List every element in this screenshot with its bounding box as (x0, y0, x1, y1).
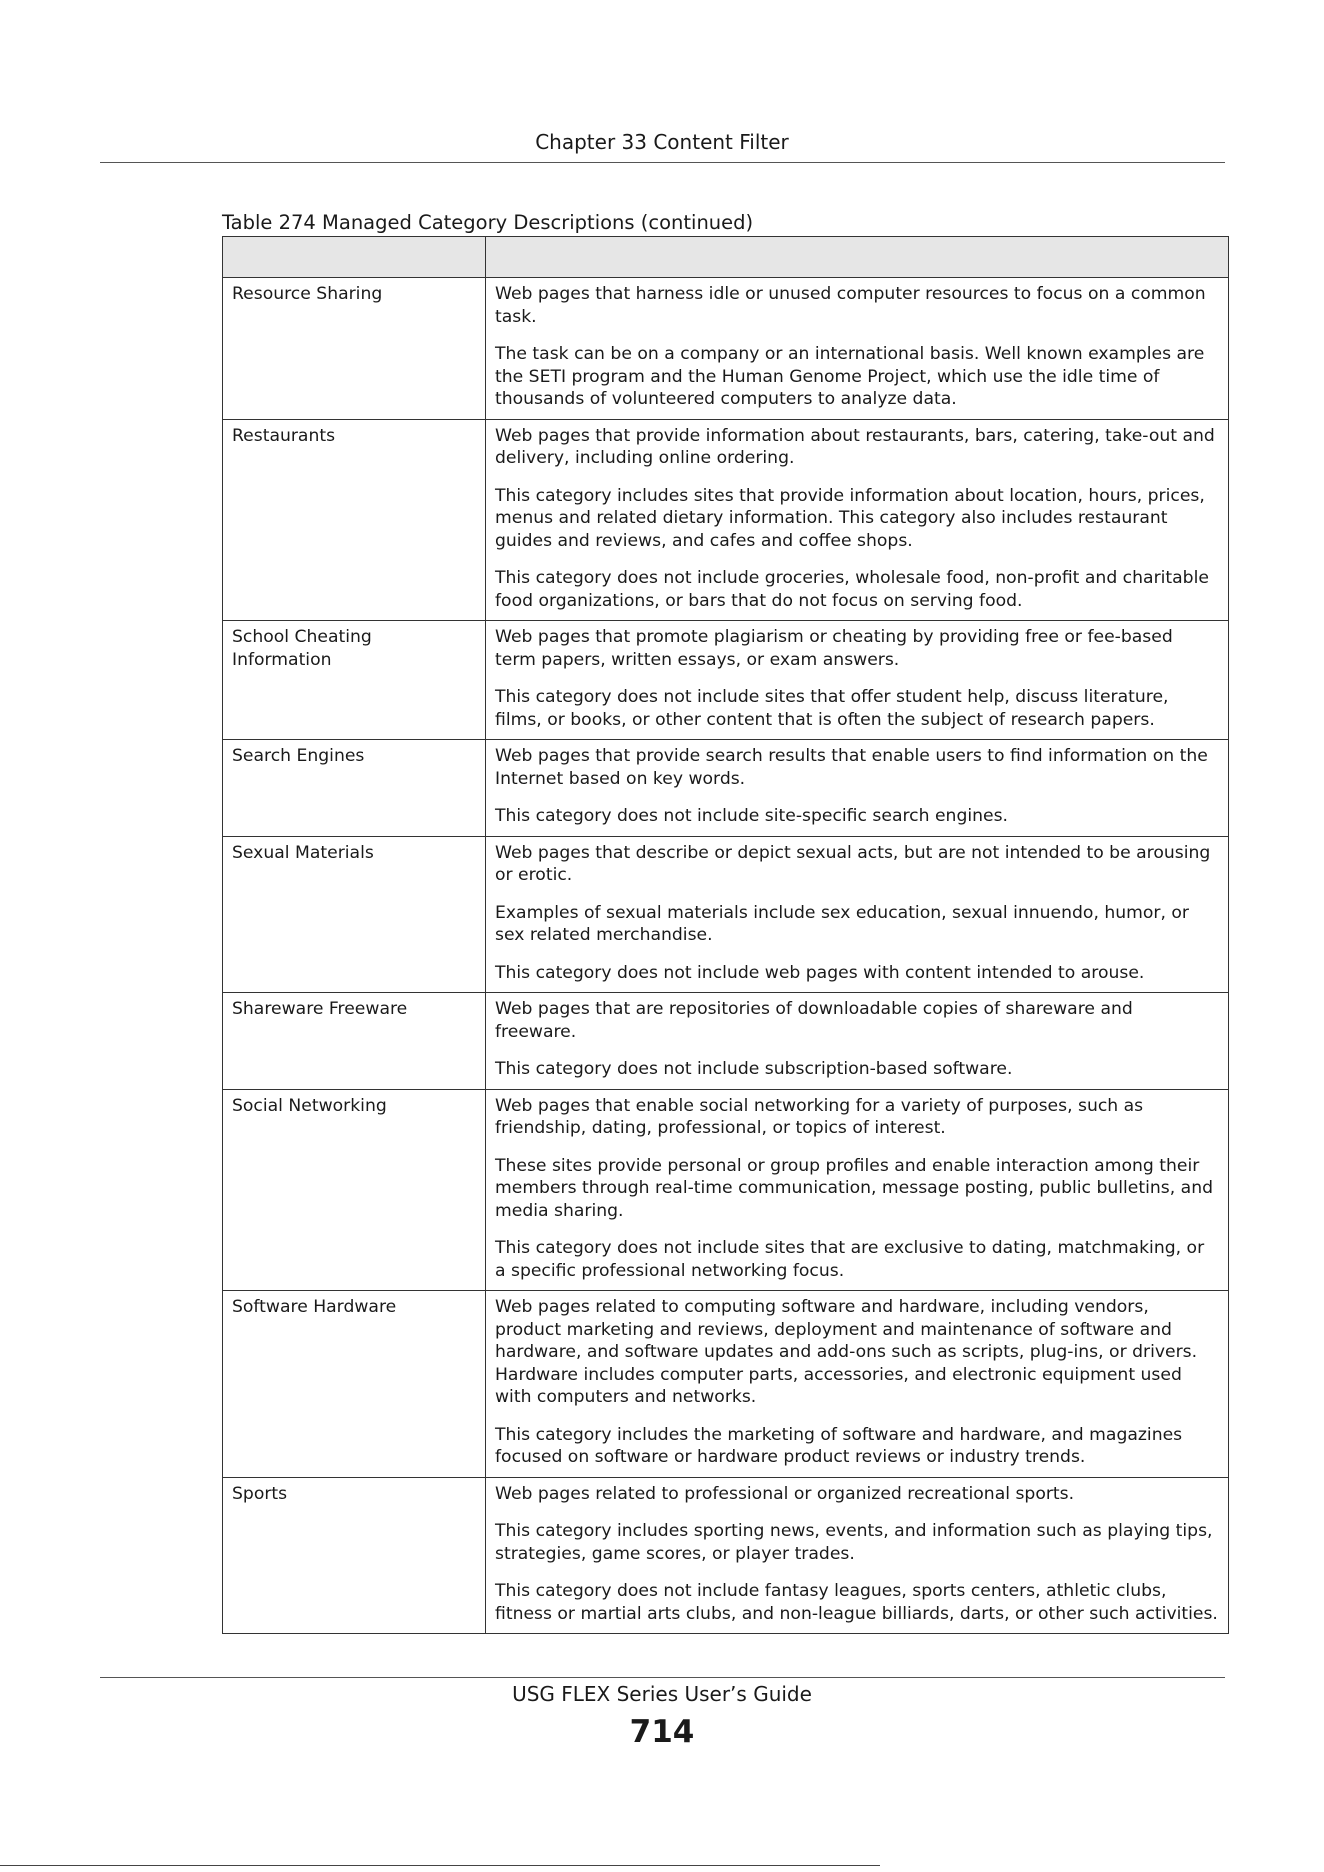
category-description-cell (486, 621, 1229, 740)
table-row (223, 419, 1229, 621)
description-paragraph: This category includes sporting news, events, and information such as playing tips, strategies, game scores, or player trades. (495, 1521, 1213, 1564)
description-paragraph: This category does not include subscription-based software. (495, 1059, 1013, 1079)
description-paragraph: Web pages that promote plagiarism or cheating by providing free or fee-based term papers, written essays, or exam answers. (495, 627, 1173, 670)
category-description-cell (486, 993, 1229, 1090)
table-row (223, 836, 1229, 993)
table-row (223, 278, 1229, 420)
description-paragraph: This category does not include sites that offer student help, discuss literature, films, or books, or other content that is often the subject of research papers. (495, 687, 1169, 730)
category-name-cell: Sexual Materials (223, 836, 486, 993)
category-name-cell: Social Networking (223, 1089, 486, 1291)
table-caption: Table 274 Managed Category Descriptions (continued) (222, 211, 754, 234)
category-description-cell (486, 1477, 1229, 1634)
table-row (223, 1291, 1229, 1478)
table-row (223, 993, 1229, 1090)
category-table (222, 236, 1229, 1634)
footer-divider (100, 1677, 1225, 1678)
description-paragraph: Web pages that are repositories of downloadable copies of shareware and freeware. (495, 999, 1133, 1042)
category-description-cell (486, 419, 1229, 621)
chapter-header: Chapter 33 Content Filter (535, 130, 789, 154)
category-name-cell: Search Engines (223, 740, 486, 837)
column-header-category (223, 237, 486, 278)
category-name-cell: Sports (223, 1477, 486, 1634)
category-description-cell (486, 1089, 1229, 1291)
category-description-cell (486, 836, 1229, 993)
description-paragraph: This category does not include web pages with content intended to arouse. (495, 962, 1145, 983)
category-name-cell: Software Hardware (223, 1291, 486, 1478)
table-row (223, 621, 1229, 740)
description-paragraph: Examples of sexual materials include sex education, sexual innuendo, humor, or sex related merchandise. (495, 902, 1189, 945)
category-description-cell (486, 1291, 1229, 1478)
table-row (223, 740, 1229, 837)
category-name-cell: Shareware Freeware (223, 993, 486, 1090)
description-paragraph: Web pages that harness idle or unused computer resources to focus on a common task. (495, 284, 1206, 327)
description-paragraph: Web pages that describe or depict sexual acts, but are not intended to be arousing or erotic. (495, 842, 1211, 885)
page-number: 714 (629, 1714, 695, 1750)
description-paragraph: Web pages that provide search results that enable users to find information on the Internet based on key words. (495, 746, 1208, 789)
header-divider (100, 162, 1225, 163)
description-paragraph: This category does not include fantasy leagues, sports centers, athletic clubs, fitness or martial arts clubs, and non-league billiards, darts, or other such activities. (495, 1581, 1218, 1624)
category-name-cell: School Cheating Information (223, 621, 486, 740)
table-row (223, 1477, 1229, 1634)
category-name-cell: Restaurants (223, 419, 486, 621)
guide-title: USG FLEX Series User’s Guide (512, 1682, 812, 1706)
description-paragraph: This category includes sites that provide information about location, hours, prices, menus and related dietary information. This category also includes restaurant guides and reviews, and cafes and coffee shops. (495, 485, 1205, 551)
description-paragraph: This category includes the marketing of software and hardware, and magazines focused on software or hardware product reviews or industry trends. (495, 1424, 1183, 1467)
description-paragraph: These sites provide personal or group profiles and enable interaction among their members through real-time communication, message posting, public bulletins, and media sharing. (495, 1155, 1213, 1221)
description-paragraph: Web pages related to computing software and hardware, including vendors, product marketing and reviews, deployment and maintenance of software and hardware, and software updates and add-ons such as scripts, plug-ins, or drivers. Hardware includes computer parts, accessories, and electronic equipment used with computers and networks. (495, 1297, 1198, 1407)
description-paragraph: This category does not include site-specific search engines. (495, 806, 1009, 826)
description-paragraph: Web pages that provide information about restaurants, bars, catering, take-out and delivery, including online ordering. (495, 425, 1215, 468)
category-description-cell (486, 740, 1229, 837)
category-name-cell: Resource Sharing (223, 278, 486, 420)
table-body (223, 278, 1229, 1634)
column-header-description (486, 237, 1229, 278)
category-description-cell (486, 278, 1229, 420)
category-table-container (222, 236, 1228, 1634)
description-paragraph: The task can be on a company or an international basis. Well known examples are the SETI program and the Human Genome Project, which use the idle time of thousands of volunteered computers to analyze data. (495, 344, 1205, 409)
description-paragraph: This category does not include groceries, wholesale food, non-profit and charitable food organizations, or bars that do not focus on serving food. (495, 568, 1209, 611)
table-header-row (223, 237, 1229, 278)
page-bottom-rule (0, 1865, 880, 1866)
description-paragraph: Web pages that enable social networking for a variety of purposes, such as friendship, dating, professional, or topics of interest. (495, 1095, 1144, 1138)
description-paragraph: This category does not include sites that are exclusive to dating, matchmaking, or a specific professional networking focus. (495, 1238, 1205, 1281)
description-paragraph: Web pages related to professional or organized recreational sports. (495, 1483, 1075, 1504)
table-row (223, 1089, 1229, 1291)
